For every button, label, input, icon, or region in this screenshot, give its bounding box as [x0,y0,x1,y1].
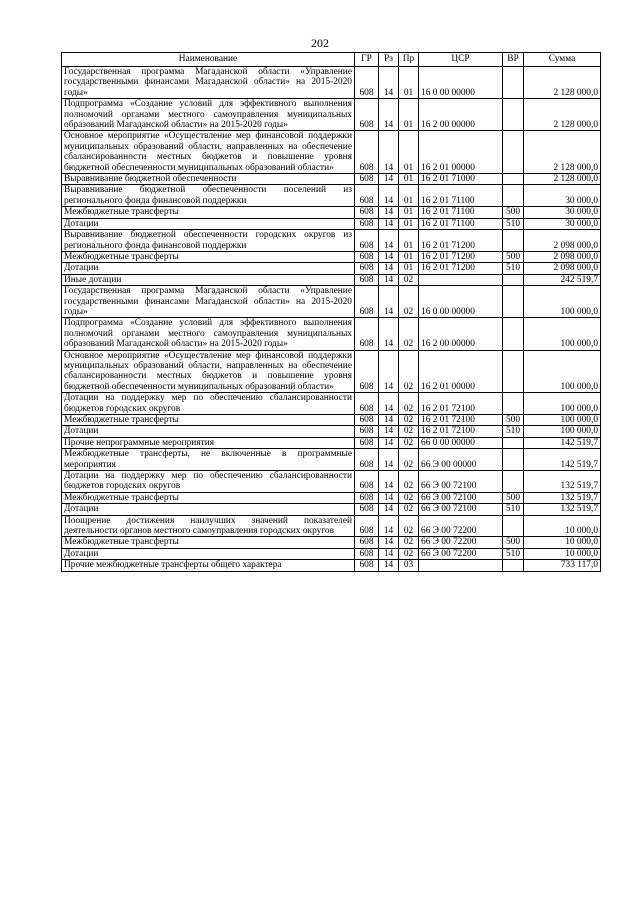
cell-sum: 10 000,0 [524,537,601,548]
cell-rz: 14 [379,174,399,185]
cell-name: Дотации [62,504,355,515]
cell-sum: 2 128 000,0 [524,67,601,99]
cell-rz: 14 [379,207,399,218]
cell-name: Межбюджетные трансферты [62,207,355,218]
cell-pr: 01 [399,230,419,252]
table-row [62,437,601,448]
table-row [62,263,601,274]
cell-pr: 01 [399,218,419,229]
cell-gr: 608 [355,415,379,426]
table-row [62,251,601,262]
cell-sum: 30 000,0 [524,185,601,207]
cell-pr: 01 [399,67,419,99]
cell-csr: 66 Э 00 00000 [419,449,503,471]
cell-vr: 510 [503,263,524,274]
cell-gr: 608 [355,99,379,131]
cell-gr: 608 [355,471,379,493]
cell-vr [503,99,524,131]
table-row [62,393,601,415]
cell-vr [503,318,524,350]
table-row [62,67,601,99]
cell-rz: 14 [379,263,399,274]
cell-name: Государственная программа Магаданской области «Управление государственными финансами Магаданской области» на 2015-2020 годы» [62,67,355,99]
cell-name: Поощрение достижения наилучших значений показателей деятельности органов местного самоуправления городских округов [62,515,355,537]
table-row [62,504,601,515]
cell-gr: 608 [355,449,379,471]
cell-gr: 608 [355,286,379,318]
cell-pr: 02 [399,449,419,471]
cell-gr: 608 [355,350,379,393]
cell-vr [503,67,524,99]
cell-pr: 03 [399,560,419,571]
cell-pr: 02 [399,548,419,559]
cell-vr [503,174,524,185]
cell-vr [503,449,524,471]
header-vr: ВР [503,53,524,67]
cell-vr [503,131,524,174]
table-row [62,131,601,174]
cell-name: Подпрограмма «Создание условий для эффективного выполнения полномочий органами местного самоуправления муниципальных образований Магаданской области» на 2015-2020 годы» [62,318,355,350]
header-csr: ЦСР [419,53,503,67]
cell-rz: 14 [379,350,399,393]
cell-name: Основное мероприятие «Осуществление мер финансовой поддержки муниципальных образований области, направленных на обеспечение сбалансированности местных бюджетов и повышение уровня бюджетной обеспеченности муниципальных образований области» [62,131,355,174]
cell-csr: 66 0 00 00000 [419,437,503,448]
cell-sum: 10 000,0 [524,548,601,559]
cell-name: Дотации [62,426,355,437]
table-row [62,492,601,503]
cell-name: Выравнивание бюджетной обеспеченности поселений из регионального фонда финансовой поддержки [62,185,355,207]
cell-vr: 510 [503,504,524,515]
cell-sum: 2 098 000,0 [524,263,601,274]
cell-gr: 608 [355,515,379,537]
cell-csr: 16 2 01 72100 [419,426,503,437]
table-row [62,218,601,229]
cell-rz: 14 [379,251,399,262]
cell-pr: 01 [399,99,419,131]
table-row [62,350,601,393]
cell-pr: 01 [399,185,419,207]
cell-name: Дотации на поддержку мер по обеспечению сбалансированности бюджетов городских округов [62,471,355,493]
header-name: Наименование [62,53,355,67]
table-row [62,537,601,548]
cell-sum: 2 128 000,0 [524,99,601,131]
cell-sum: 733 117,0 [524,560,601,571]
cell-pr: 02 [399,471,419,493]
cell-sum: 100 000,0 [524,393,601,415]
cell-csr [419,274,503,285]
cell-gr: 608 [355,67,379,99]
cell-name: Межбюджетные трансферты, не включенные в программные мероприятия [62,449,355,471]
cell-sum: 2 128 000,0 [524,174,601,185]
cell-name: Подпрограмма «Создание условий для эффективного выполнения полномочий органами местного самоуправления муниципальных образований Магаданской области» на 2015-2020 годы» [62,99,355,131]
cell-vr: 500 [503,415,524,426]
cell-vr: 500 [503,251,524,262]
cell-pr: 02 [399,350,419,393]
cell-rz: 14 [379,185,399,207]
cell-vr [503,274,524,285]
header-sum: Сумма [524,53,601,67]
cell-gr: 608 [355,274,379,285]
cell-csr: 16 2 01 72100 [419,415,503,426]
cell-gr: 608 [355,185,379,207]
cell-vr: 510 [503,548,524,559]
table-row [62,230,601,252]
cell-sum: 242 519,7 [524,274,601,285]
cell-gr: 608 [355,537,379,548]
cell-name: Основное мероприятие «Осуществление мер финансовой поддержки муниципальных образований области, направленных на обеспечение сбалансированности местных бюджетов и повышение уровня бюджетной обеспеченности муниципальных образований области» [62,350,355,393]
cell-csr: 16 2 01 71100 [419,185,503,207]
cell-rz: 14 [379,415,399,426]
cell-csr: 16 0 00 00000 [419,286,503,318]
cell-gr: 608 [355,218,379,229]
table-row [62,449,601,471]
table-row [62,426,601,437]
cell-rz: 14 [379,274,399,285]
cell-gr: 608 [355,251,379,262]
cell-vr [503,515,524,537]
table-row [62,185,601,207]
cell-sum: 30 000,0 [524,207,601,218]
cell-vr [503,230,524,252]
cell-sum: 2 128 000,0 [524,131,601,174]
cell-rz: 14 [379,131,399,174]
cell-csr: 16 0 00 00000 [419,67,503,99]
cell-sum: 30 000,0 [524,218,601,229]
cell-pr: 02 [399,515,419,537]
cell-name: Межбюджетные трансферты [62,537,355,548]
cell-name: Межбюджетные трансферты [62,492,355,503]
cell-vr [503,560,524,571]
header-rz: Рз [379,53,399,67]
cell-gr: 608 [355,207,379,218]
cell-gr: 608 [355,230,379,252]
cell-sum: 100 000,0 [524,426,601,437]
cell-sum: 142 519,7 [524,449,601,471]
cell-name: Выравнивание бюджетной обеспеченности городских округов из регионального фонда финансовой поддержки [62,230,355,252]
cell-vr: 500 [503,537,524,548]
cell-csr: 66 Э 00 72100 [419,492,503,503]
header-pr: Пр [399,53,419,67]
cell-name: Государственная программа Магаданской области «Управление государственными финансами Магаданской области» на 2015-2020 годы» [62,286,355,318]
cell-pr: 01 [399,131,419,174]
cell-pr: 01 [399,251,419,262]
cell-csr: 66 Э 00 72100 [419,504,503,515]
cell-csr: 66 Э 00 72200 [419,548,503,559]
cell-csr: 16 2 01 71200 [419,230,503,252]
cell-sum: 100 000,0 [524,350,601,393]
cell-sum: 142 519,7 [524,437,601,448]
cell-sum: 132 519,7 [524,471,601,493]
cell-csr: 16 2 00 00000 [419,318,503,350]
cell-csr: 66 Э 00 72200 [419,515,503,537]
cell-gr: 608 [355,174,379,185]
cell-pr: 02 [399,318,419,350]
table-row [62,471,601,493]
cell-gr: 608 [355,393,379,415]
cell-vr [503,393,524,415]
cell-pr: 02 [399,286,419,318]
cell-gr: 608 [355,318,379,350]
cell-name: Межбюджетные трансферты [62,251,355,262]
cell-csr: 66 Э 00 72200 [419,537,503,548]
cell-sum: 132 519,7 [524,504,601,515]
cell-rz: 14 [379,437,399,448]
cell-rz: 14 [379,504,399,515]
cell-sum: 2 098 000,0 [524,251,601,262]
cell-name: Дотации [62,263,355,274]
cell-vr: 500 [503,207,524,218]
cell-sum: 132 519,7 [524,492,601,503]
table-row [62,548,601,559]
cell-csr [419,560,503,571]
cell-rz: 14 [379,548,399,559]
cell-name: Прочие межбюджетные трансферты общего характера [62,560,355,571]
cell-name: Прочие непрограммные мероприятия [62,437,355,448]
cell-gr: 608 [355,504,379,515]
cell-pr: 02 [399,415,419,426]
table-body [62,67,601,572]
table-row [62,174,601,185]
cell-csr: 16 2 01 71100 [419,218,503,229]
cell-rz: 14 [379,286,399,318]
cell-sum: 100 000,0 [524,318,601,350]
cell-pr: 02 [399,492,419,503]
cell-pr: 01 [399,263,419,274]
cell-vr: 510 [503,218,524,229]
cell-name: Межбюджетные трансферты [62,415,355,426]
cell-rz: 14 [379,67,399,99]
table-row [62,415,601,426]
cell-rz: 14 [379,449,399,471]
cell-name: Дотации на поддержку мер по обеспечению сбалансированности бюджетов городских округов [62,393,355,415]
page-number: 202 [311,36,329,50]
cell-csr: 16 2 01 71200 [419,251,503,262]
cell-vr [503,437,524,448]
table-row [62,560,601,571]
cell-csr: 16 2 01 00000 [419,350,503,393]
cell-csr: 16 2 01 71100 [419,207,503,218]
cell-csr: 66 Э 00 72100 [419,471,503,493]
cell-pr: 02 [399,426,419,437]
cell-name: Дотации [62,218,355,229]
cell-csr: 16 2 01 00000 [419,131,503,174]
table-row [62,318,601,350]
header-row [62,53,601,67]
cell-pr: 01 [399,207,419,218]
cell-vr [503,350,524,393]
cell-rz: 14 [379,218,399,229]
cell-rz: 14 [379,537,399,548]
cell-pr: 02 [399,393,419,415]
cell-name: Выравнивание бюджетной обеспеченности [62,174,355,185]
cell-rz: 14 [379,230,399,252]
table-header [62,53,601,67]
cell-vr [503,286,524,318]
cell-gr: 608 [355,492,379,503]
table-row [62,286,601,318]
cell-sum: 100 000,0 [524,415,601,426]
cell-gr: 608 [355,426,379,437]
cell-pr: 02 [399,537,419,548]
cell-rz: 14 [379,515,399,537]
cell-pr: 02 [399,504,419,515]
cell-rz: 14 [379,471,399,493]
cell-sum: 10 000,0 [524,515,601,537]
cell-vr: 500 [503,492,524,503]
cell-name: Дотации [62,548,355,559]
cell-rz: 14 [379,492,399,503]
header-gr: ГР [355,53,379,67]
cell-gr: 608 [355,548,379,559]
cell-pr: 02 [399,437,419,448]
cell-sum: 100 000,0 [524,286,601,318]
cell-vr [503,185,524,207]
table-row [62,274,601,285]
cell-gr: 608 [355,560,379,571]
cell-name: Иные дотации [62,274,355,285]
cell-csr: 16 2 01 71200 [419,263,503,274]
table-row [62,207,601,218]
cell-rz: 14 [379,426,399,437]
cell-csr: 16 2 00 00000 [419,99,503,131]
budget-table [61,52,601,572]
cell-gr: 608 [355,263,379,274]
cell-csr: 16 2 01 71000 [419,174,503,185]
cell-rz: 14 [379,560,399,571]
cell-sum: 2 098 000,0 [524,230,601,252]
cell-pr: 01 [399,174,419,185]
cell-pr: 02 [399,274,419,285]
cell-rz: 14 [379,318,399,350]
table-row [62,515,601,537]
cell-csr: 16 2 01 72100 [419,393,503,415]
cell-rz: 14 [379,393,399,415]
cell-gr: 608 [355,131,379,174]
cell-vr: 510 [503,426,524,437]
cell-gr: 608 [355,437,379,448]
cell-rz: 14 [379,99,399,131]
cell-vr [503,471,524,493]
table-row [62,99,601,131]
